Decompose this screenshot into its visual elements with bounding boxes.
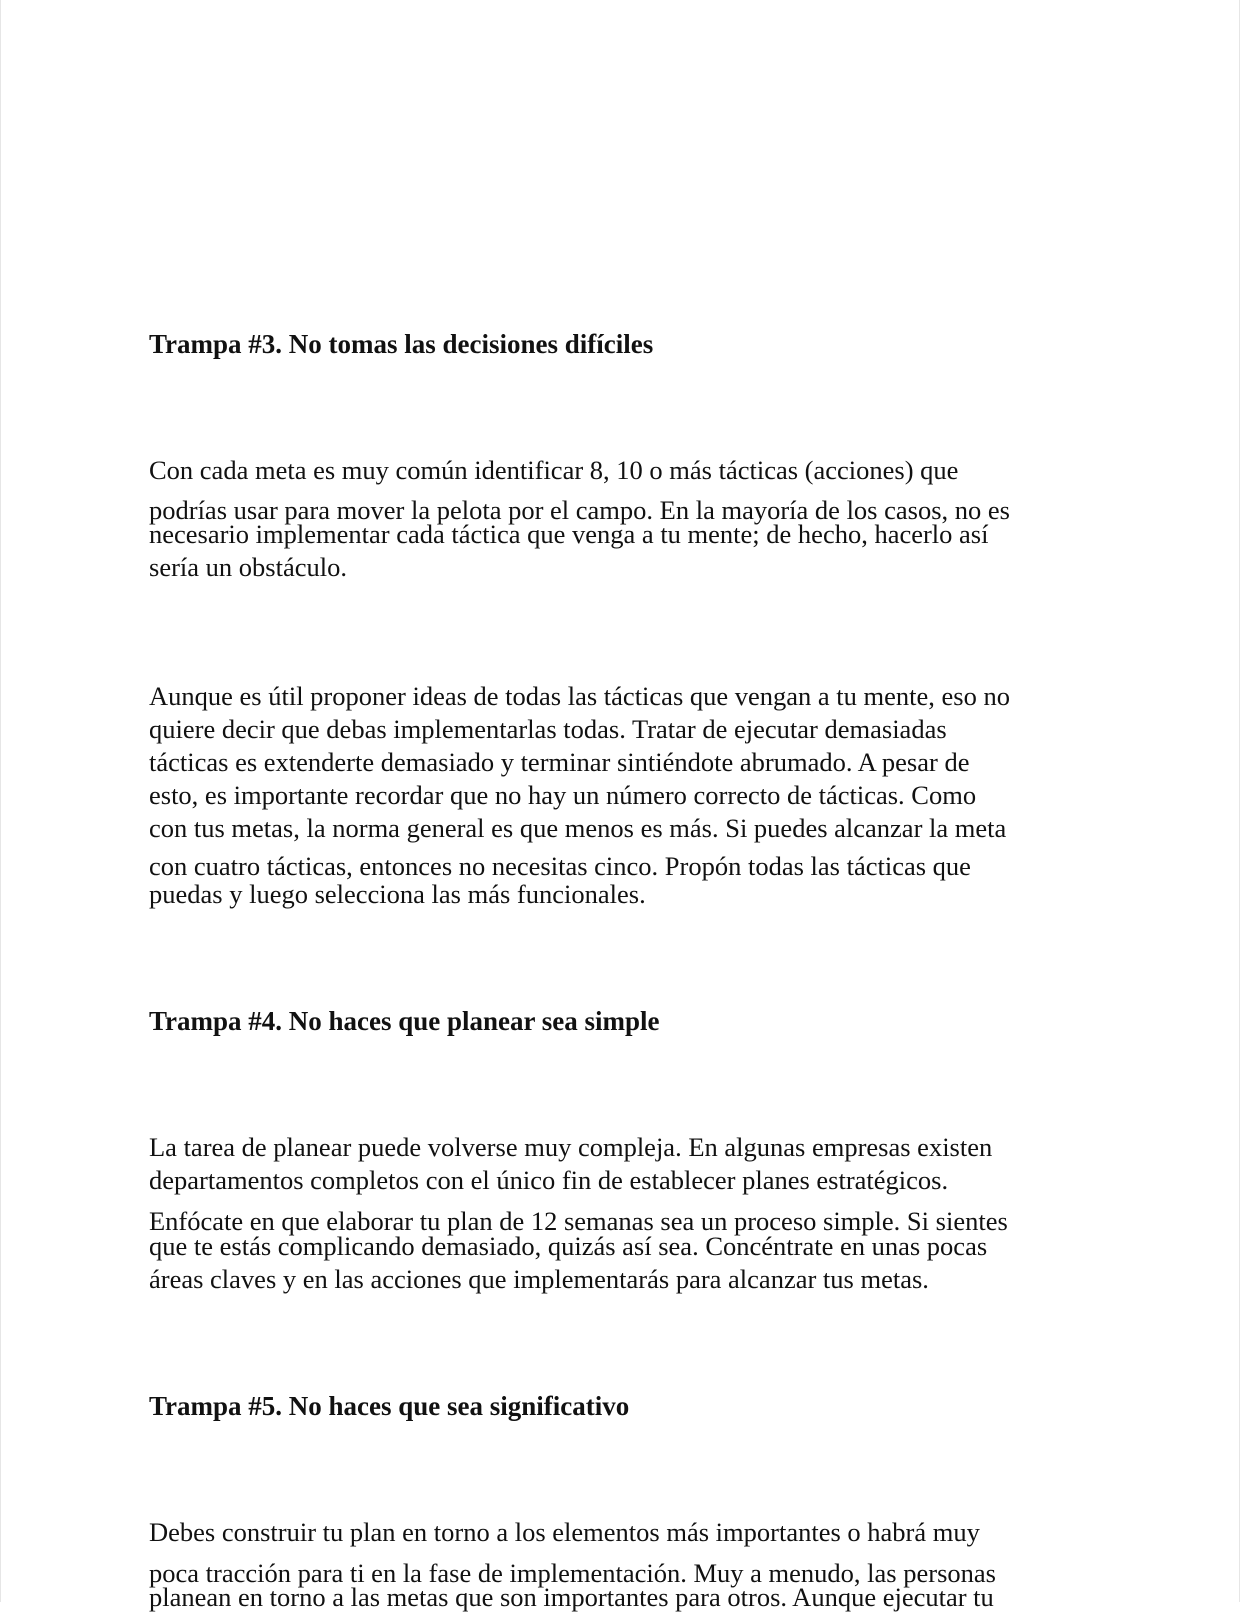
text-line: tácticas es extenderte demasiado y terminar sintiéndote abrumado. A pesar de (149, 747, 970, 777)
text-line: La tarea de planear puede volverse muy compleja. En algunas empresas existen (149, 1132, 993, 1162)
paragraph-trampa-3-intro (149, 453, 1109, 583)
text-line: que te estás complicando demasiado, quizás así sea. Concéntrate en unas pocas (149, 1231, 988, 1261)
section-heading-trampa-3: Trampa #3. No tomas las decisiones difíciles (149, 329, 654, 359)
text-line: podrías usar para mover la pelota por el campo. En la mayoría de los casos, no es (149, 495, 1010, 525)
text-line: Debes construir tu plan en torno a los elementos más importantes o habrá muy (149, 1517, 980, 1547)
paragraph-trampa-3-detail (149, 680, 1109, 911)
text-line: necesario implementar cada táctica que venga a tu mente; de hecho, hacerlo así (149, 519, 989, 549)
section-heading-trampa-4: Trampa #4. No haces que planear sea simple (149, 1006, 660, 1036)
text-line: puedas y luego selecciona las más funcionales. (149, 879, 646, 909)
section-heading-trampa-5: Trampa #5. No haces que sea significativo (149, 1391, 630, 1421)
text-line: con tus metas, la norma general es que menos es más. Si puedes alcanzar la meta (149, 813, 1007, 843)
text-line: sería un obstáculo. (149, 552, 347, 582)
text-line: Enfócate en que elaborar tu plan de 12 semanas sea un proceso simple. Si sientes (149, 1206, 1008, 1236)
text-line: Aunque es útil proponer ideas de todas las tácticas que vengan a tu mente, eso no (149, 681, 1010, 711)
text-line: Con cada meta es muy común identificar 8, 10 o más tácticas (acciones) que (149, 455, 959, 485)
text-line: poca tracción para ti en la fase de implementación. Muy a menudo, las personas (149, 1558, 996, 1588)
text-line: departamentos completos con el único fin de establecer planes estratégicos. (149, 1165, 949, 1195)
paragraph-trampa-4 (149, 1131, 1109, 1296)
text-line: esto, es importante recordar que no hay un número correcto de tácticas. Como (149, 780, 977, 810)
text-line: quiere decir que debas implementarlas todas. Tratar de ejecutar demasiadas (149, 714, 947, 744)
paragraph-trampa-5 (149, 1516, 1109, 1614)
text-line: con cuatro tácticas, entonces no necesitas cinco. Propón todas las tácticas que (149, 851, 971, 881)
text-line: áreas claves y en las acciones que implementarás para alcanzar tus metas. (149, 1264, 929, 1294)
text-line: planean en torno a las metas que son importantes para otros. Aunque ejecutar tu (149, 1582, 994, 1612)
